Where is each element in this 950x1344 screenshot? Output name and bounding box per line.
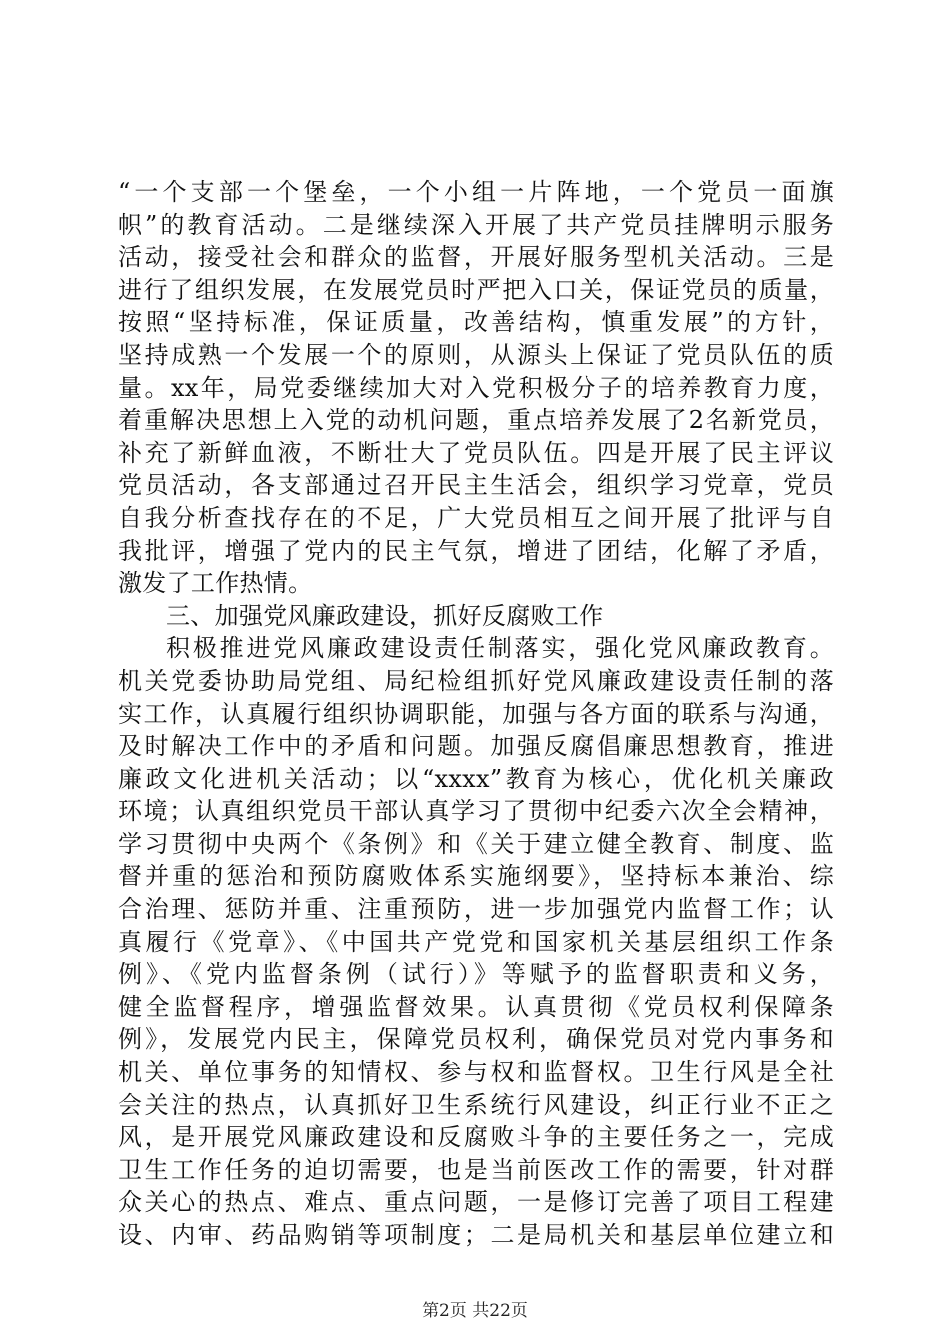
text-line: 自我分析查找存在的不足，广大党员相互之间开展了批评与自 [118,503,834,532]
text-line: 众关心的热点、难点、重点问题，一是修订完善了项目工程建 [118,1188,834,1217]
text-line: 真履行《党章》、《中国共产党党和国家机关基层组织工作条 [118,927,834,956]
section-heading: 三、加强党风廉政建设，抓好反腐败工作 [166,601,604,630]
document-body [118,176,834,1252]
text-line: 积极推进党风廉政建设责任制落实，强化党风廉政教育。 [166,634,834,663]
text-line: 学习贯彻中央两个《条例》和《关于建立健全教育、制度、监 [118,829,834,858]
text-line: 健全监督程序，增强监督效果。认真贯彻《党员权利保障条 [118,992,834,1021]
text-line: 督并重的惩治和预防腐败体系实施纲要》，坚持标本兼治、综 [118,862,834,891]
text-line: 按照“坚持标准，保证质量，改善结构，慎重发展”的方针， [118,308,834,337]
text-line: 坚持成熟一个发展一个的原则，从源头上保证了党员队伍的质 [118,340,834,369]
page-footer [0,1300,950,1322]
text-line: 量。xx年，局党委继续加大对入党积极分子的培养教育力度， [118,373,834,402]
page-number-indicator: 第2页 共22页 [422,1301,528,1321]
text-line: 补充了新鲜血液，不断壮大了党员队伍。四是开展了民主评议 [118,438,834,467]
text-line: 风，是开展党风廉政建设和反腐败斗争的主要任务之一，完成 [118,1123,834,1152]
text-line: 会关注的热点，认真抓好卫生系统行风建设，纠正行业不正之 [118,1090,834,1119]
text-line: 活动，接受社会和群众的监督，开展好服务型机关活动。三是 [118,243,834,272]
text-line: 着重解决思想上入党的动机问题，重点培养发展了2名新党员， [118,406,834,435]
text-line: 环境；认真组织党员干部认真学习了贯彻中纪委六次全会精神， [118,797,834,826]
text-line: 实工作，认真履行组织协调职能，加强与各方面的联系与沟通， [118,699,834,728]
text-line: 及时解决工作中的矛盾和问题。加强反腐倡廉思想教育，推进 [118,732,834,761]
text-line: 廉政文化进机关活动；以“xxxx”教育为核心，优化机关廉政 [118,764,834,793]
text-line: 进行了组织发展，在发展党员时严把入口关，保证党员的质量， [118,275,834,304]
text-line: 例》、《党内监督条例（试行）》等赋予的监督职责和义务， [118,960,834,989]
text-line: 卫生工作任务的迫切需要，也是当前医改工作的需要，针对群 [118,1155,834,1184]
text-line: 合治理、惩防并重、注重预防，进一步加强党内监督工作；认 [118,895,834,924]
text-line: 设、内审、药品购销等项制度；二是局机关和基层单位建立和 [118,1221,834,1249]
text-line: 机关党委协助局党组、局纪检组抓好党风廉政建设责任制的落 [118,666,834,695]
text-line: 机关、单位事务的知情权、参与权和监督权。卫生行风是全社 [118,1058,834,1087]
text-line: 例》，发展党内民主，保障党员权利，确保党员对党内事务和 [118,1025,834,1054]
section-paragraph [118,632,834,1251]
text-line: 党员活动，各支部通过召开民主生活会，组织学习党章，党员 [118,471,834,500]
text-line: 我批评，增强了党内的民主气氛，增进了团结，化解了矛盾， [118,536,834,565]
text-line: 激发了工作热情。 [118,569,313,598]
text-line: 帜”的教育活动。二是继续深入开展了共产党员挂牌明示服务 [118,210,834,239]
text-line: “一个支部一个堡垒，一个小组一片阵地，一个党员一面旗 [118,178,834,206]
paragraph-continued [118,176,834,600]
